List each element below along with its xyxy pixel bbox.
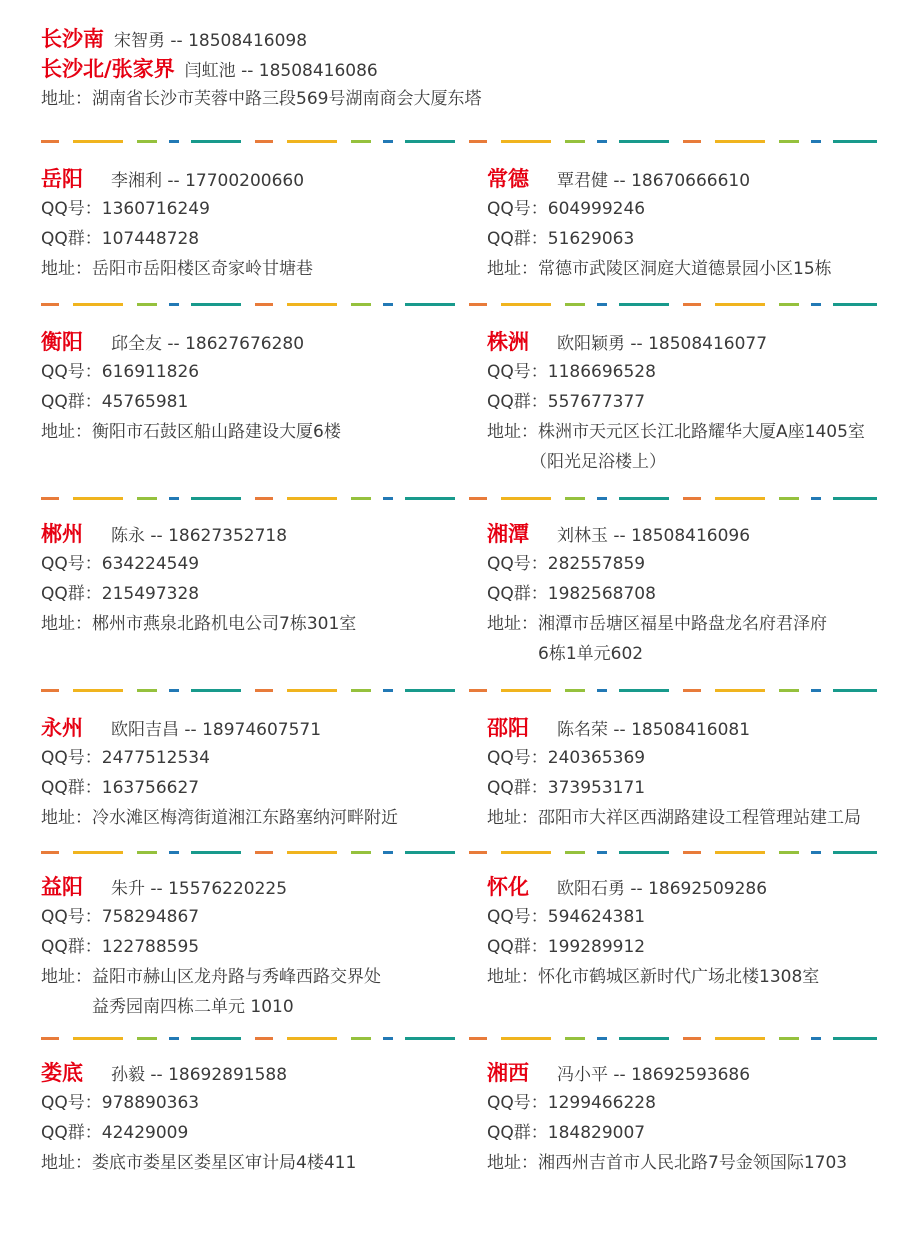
- group-label: QQ群：: [41, 584, 102, 604]
- address-label: 地址：: [41, 422, 92, 442]
- branch-zhuzhou: [487, 327, 907, 477]
- qq-label: QQ号：: [41, 199, 102, 219]
- headquarters-block: [41, 24, 481, 114]
- branch-hengyang: [41, 327, 461, 447]
- address-text: 冷水滩区梅湾街道湘江东路塞纳河畔附近: [92, 808, 398, 828]
- group-label: QQ群：: [487, 229, 548, 249]
- contact-info: 陈永 -- 18627352718: [111, 526, 288, 546]
- qq-group-number: 51629063: [547, 229, 635, 249]
- contact-info: 李湘利 -- 17700200660: [111, 171, 305, 191]
- qq-number: 978890363: [101, 1093, 200, 1113]
- address-label: 地址：: [41, 808, 92, 828]
- group-label: QQ群：: [41, 778, 102, 798]
- address-label: 地址：: [487, 614, 538, 634]
- city-name: 常德: [487, 167, 529, 191]
- qq-label: QQ号：: [41, 362, 102, 382]
- city-name: 湘潭: [487, 522, 529, 546]
- city-name: 永州: [41, 716, 83, 740]
- qq-group-number: 557677377: [547, 392, 646, 412]
- address-text: 怀化市鹤城区新时代广场北楼1308室: [538, 967, 820, 987]
- branch-yongzhou: [41, 713, 461, 833]
- qq-label: QQ号：: [41, 748, 102, 768]
- city-name: 衡阳: [41, 330, 83, 354]
- city-name: 郴州: [41, 522, 83, 546]
- branch-loudi: [41, 1058, 461, 1178]
- address-text: 湖南省长沙市芙蓉中路三段569号湖南商会大厦东塔: [92, 89, 482, 109]
- address-text: 常德市武陵区洞庭大道德景园小区15栋: [538, 259, 832, 279]
- city-name: 湘西: [487, 1061, 529, 1085]
- divider: [41, 140, 877, 143]
- branch-changde: [487, 164, 907, 284]
- address-label: 地址：: [41, 614, 92, 634]
- group-label: QQ群：: [41, 1123, 102, 1143]
- city-name: 怀化: [487, 875, 529, 899]
- contact-info: 宋智勇 -- 18508416098: [114, 31, 308, 51]
- group-label: QQ群：: [487, 1123, 548, 1143]
- group-label: QQ群：: [41, 229, 102, 249]
- branch-xiangtan: [487, 519, 907, 669]
- city-name: 岳阳: [41, 167, 83, 191]
- address-text: 岳阳市岳阳楼区奇家岭甘塘巷: [92, 259, 313, 279]
- address-label: 地址：: [41, 967, 92, 987]
- address-text: 益阳市赫山区龙舟路与秀峰西路交界处: [92, 967, 381, 987]
- qq-group-number: 1982568708: [547, 584, 656, 604]
- qq-number: 634224549: [101, 554, 200, 574]
- group-label: QQ群：: [487, 584, 548, 604]
- divider: [41, 497, 877, 500]
- qq-group-number: 199289912: [547, 937, 646, 957]
- hq-line-1: [41, 24, 481, 54]
- hq-line-2: [41, 54, 481, 84]
- qq-number: 616911826: [101, 362, 200, 382]
- group-label: QQ群：: [41, 392, 102, 412]
- qq-label: QQ号：: [487, 554, 548, 574]
- contact-info: 刘林玉 -- 18508416096: [557, 526, 751, 546]
- city-name: 娄底: [41, 1061, 83, 1085]
- qq-group-number: 373953171: [547, 778, 646, 798]
- address-text: 衡阳市石鼓区船山路建设大厦6楼: [92, 422, 341, 442]
- qq-label: QQ号：: [41, 907, 102, 927]
- divider: [41, 303, 877, 306]
- qq-label: QQ号：: [487, 362, 548, 382]
- hq-address: [41, 84, 481, 114]
- qq-number: 282557859: [547, 554, 646, 574]
- address-text: 6栋1单元602: [538, 644, 644, 664]
- qq-group-number: 45765981: [101, 392, 189, 412]
- contact-info: 欧阳石勇 -- 18692509286: [557, 879, 768, 899]
- contact-info: 冯小平 -- 18692593686: [557, 1065, 751, 1085]
- address-label: 地址：: [487, 808, 538, 828]
- qq-label: QQ号：: [487, 199, 548, 219]
- divider: [41, 689, 877, 692]
- divider: [41, 851, 877, 854]
- group-label: QQ群：: [487, 937, 548, 957]
- divider: [41, 1037, 877, 1040]
- city-name: 长沙南: [41, 27, 104, 51]
- qq-label: QQ号：: [41, 1093, 102, 1113]
- address-text: 娄底市娄星区娄星区审计局4楼411: [92, 1153, 357, 1173]
- address-label: 地址：: [41, 1153, 92, 1173]
- contact-info: 邱全友 -- 18627676280: [111, 334, 305, 354]
- qq-number: 1186696528: [547, 362, 656, 382]
- qq-group-number: 163756627: [101, 778, 200, 798]
- address-text: 邵阳市大祥区西湖路建设工程管理站建工局: [538, 808, 861, 828]
- qq-number: 240365369: [547, 748, 646, 768]
- address-text: （阳光足浴楼上）: [530, 452, 666, 472]
- branch-xiangxi: [487, 1058, 907, 1178]
- qq-number: 1299466228: [547, 1093, 656, 1113]
- address-text: 郴州市燕泉北路机电公司7栋301室: [92, 614, 357, 634]
- qq-number: 594624381: [547, 907, 646, 927]
- address-text: 湘潭市岳塘区福星中路盘龙名府君泽府: [538, 614, 827, 634]
- qq-group-number: 184829007: [547, 1123, 646, 1143]
- address-label: 地址：: [487, 967, 538, 987]
- address-label: 地址：: [41, 89, 92, 109]
- qq-number: 758294867: [101, 907, 200, 927]
- address-label: 地址：: [487, 422, 538, 442]
- city-name: 邵阳: [487, 716, 529, 740]
- branch-yiyang: [41, 872, 461, 1022]
- qq-label: QQ号：: [487, 1093, 548, 1113]
- group-label: QQ群：: [487, 392, 548, 412]
- group-label: QQ群：: [487, 778, 548, 798]
- city-name: 长沙北/张家界: [41, 57, 175, 81]
- qq-group-number: 122788595: [101, 937, 200, 957]
- contact-info: 闫虹池 -- 18508416086: [184, 61, 378, 81]
- qq-number: 604999246: [547, 199, 646, 219]
- contact-info: 陈名荣 -- 18508416081: [557, 720, 751, 740]
- qq-label: QQ号：: [487, 748, 548, 768]
- qq-number: 1360716249: [101, 199, 210, 219]
- contact-info: 欧阳颖勇 -- 18508416077: [557, 334, 768, 354]
- qq-label: QQ号：: [41, 554, 102, 574]
- contact-info: 欧阳吉昌 -- 18974607571: [111, 720, 322, 740]
- address-text: 株洲市天元区长江北路耀华大厦A座1405室: [538, 422, 865, 442]
- contact-info: 孙毅 -- 18692891588: [111, 1065, 288, 1085]
- address-text: 益秀园南四栋二单元 1010: [92, 997, 294, 1017]
- branch-huaihua: [487, 872, 907, 992]
- qq-group-number: 107448728: [101, 229, 200, 249]
- address-label: 地址：: [487, 1153, 538, 1173]
- address-text: 湘西州吉首市人民北路7号金领国际1703: [538, 1153, 848, 1173]
- city-name: 益阳: [41, 875, 83, 899]
- address-label: 地址：: [41, 259, 92, 279]
- city-name: 株洲: [487, 330, 529, 354]
- contact-info: 朱升 -- 15576220225: [111, 879, 288, 899]
- branch-shaoyang: [487, 713, 907, 833]
- contact-info: 覃君健 -- 18670666610: [557, 171, 751, 191]
- qq-group-number: 215497328: [101, 584, 200, 604]
- branch-chenzhou: [41, 519, 461, 639]
- address-label: 地址：: [487, 259, 538, 279]
- qq-number: 2477512534: [101, 748, 210, 768]
- branch-yueyang: [41, 164, 461, 284]
- group-label: QQ群：: [41, 937, 102, 957]
- qq-label: QQ号：: [487, 907, 548, 927]
- qq-group-number: 42429009: [101, 1123, 189, 1143]
